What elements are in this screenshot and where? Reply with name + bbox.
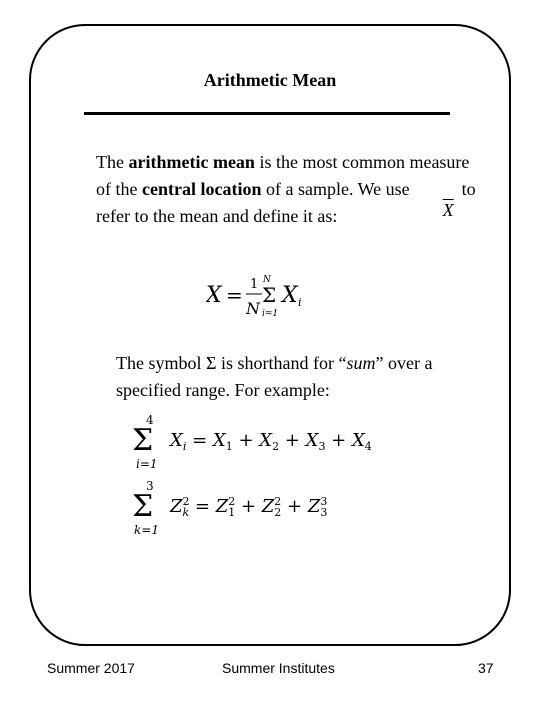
svg-text:N: N	[246, 299, 260, 318]
sum-z-formula	[130, 478, 420, 540]
sigma-paragraph: The symbol Σ is shorthand for “sum” over a specified range. For example:	[116, 353, 433, 400]
svg-text:X: X	[282, 283, 298, 308]
intro-paragraph: The arithmetic mean is the most common measure of the central location of a sample. We use $\overline{X}$ to refer to the mean and define it as:	[96, 152, 476, 226]
svg-text:i=1: i=1	[136, 457, 158, 471]
svg-text:=: =	[226, 283, 243, 307]
term-central-location: central location	[141, 179, 262, 199]
svg-text:4: 4	[146, 413, 154, 427]
title-divider	[84, 112, 450, 115]
svg-text:N: N	[263, 275, 271, 285]
mean-formula	[206, 270, 316, 326]
slide-title: Arithmetic Mean	[203, 70, 337, 90]
svg-text:3: 3	[146, 479, 154, 493]
svg-text:i: i	[298, 296, 302, 309]
svg-text:1: 1	[250, 277, 259, 292]
term-arithmetic-mean: arithmetic mean	[128, 152, 255, 172]
slide-frame	[29, 24, 511, 646]
svg-text:Σ: Σ	[262, 283, 277, 307]
sum-x-formula	[130, 410, 420, 472]
svg-text:X: X	[206, 283, 222, 308]
footer-institute: Summer Institutes	[222, 660, 335, 676]
svg-text:i=1: i=1	[262, 309, 279, 319]
page-number: 37	[478, 660, 494, 676]
xbar-symbol: $\overline{X}$	[442, 200, 454, 220]
footer-date: Summer 2017	[47, 660, 135, 676]
svg-text:Σ: Σ	[132, 489, 154, 524]
svg-text:Xi = X1 + X2 + X3 + X4: $X_i = X_1 + X_2 + X_3 + X_4$	[170, 430, 372, 453]
svg-text:k=1: k=1	[134, 523, 159, 537]
svg-text:Z2k = Z21 + Z22 + Z33: $Z^2$ $k = Z^2$ $1 + Z^2$ $2 + Z^3$ 3	[170, 495, 328, 519]
svg-text:Σ: Σ	[132, 423, 154, 458]
